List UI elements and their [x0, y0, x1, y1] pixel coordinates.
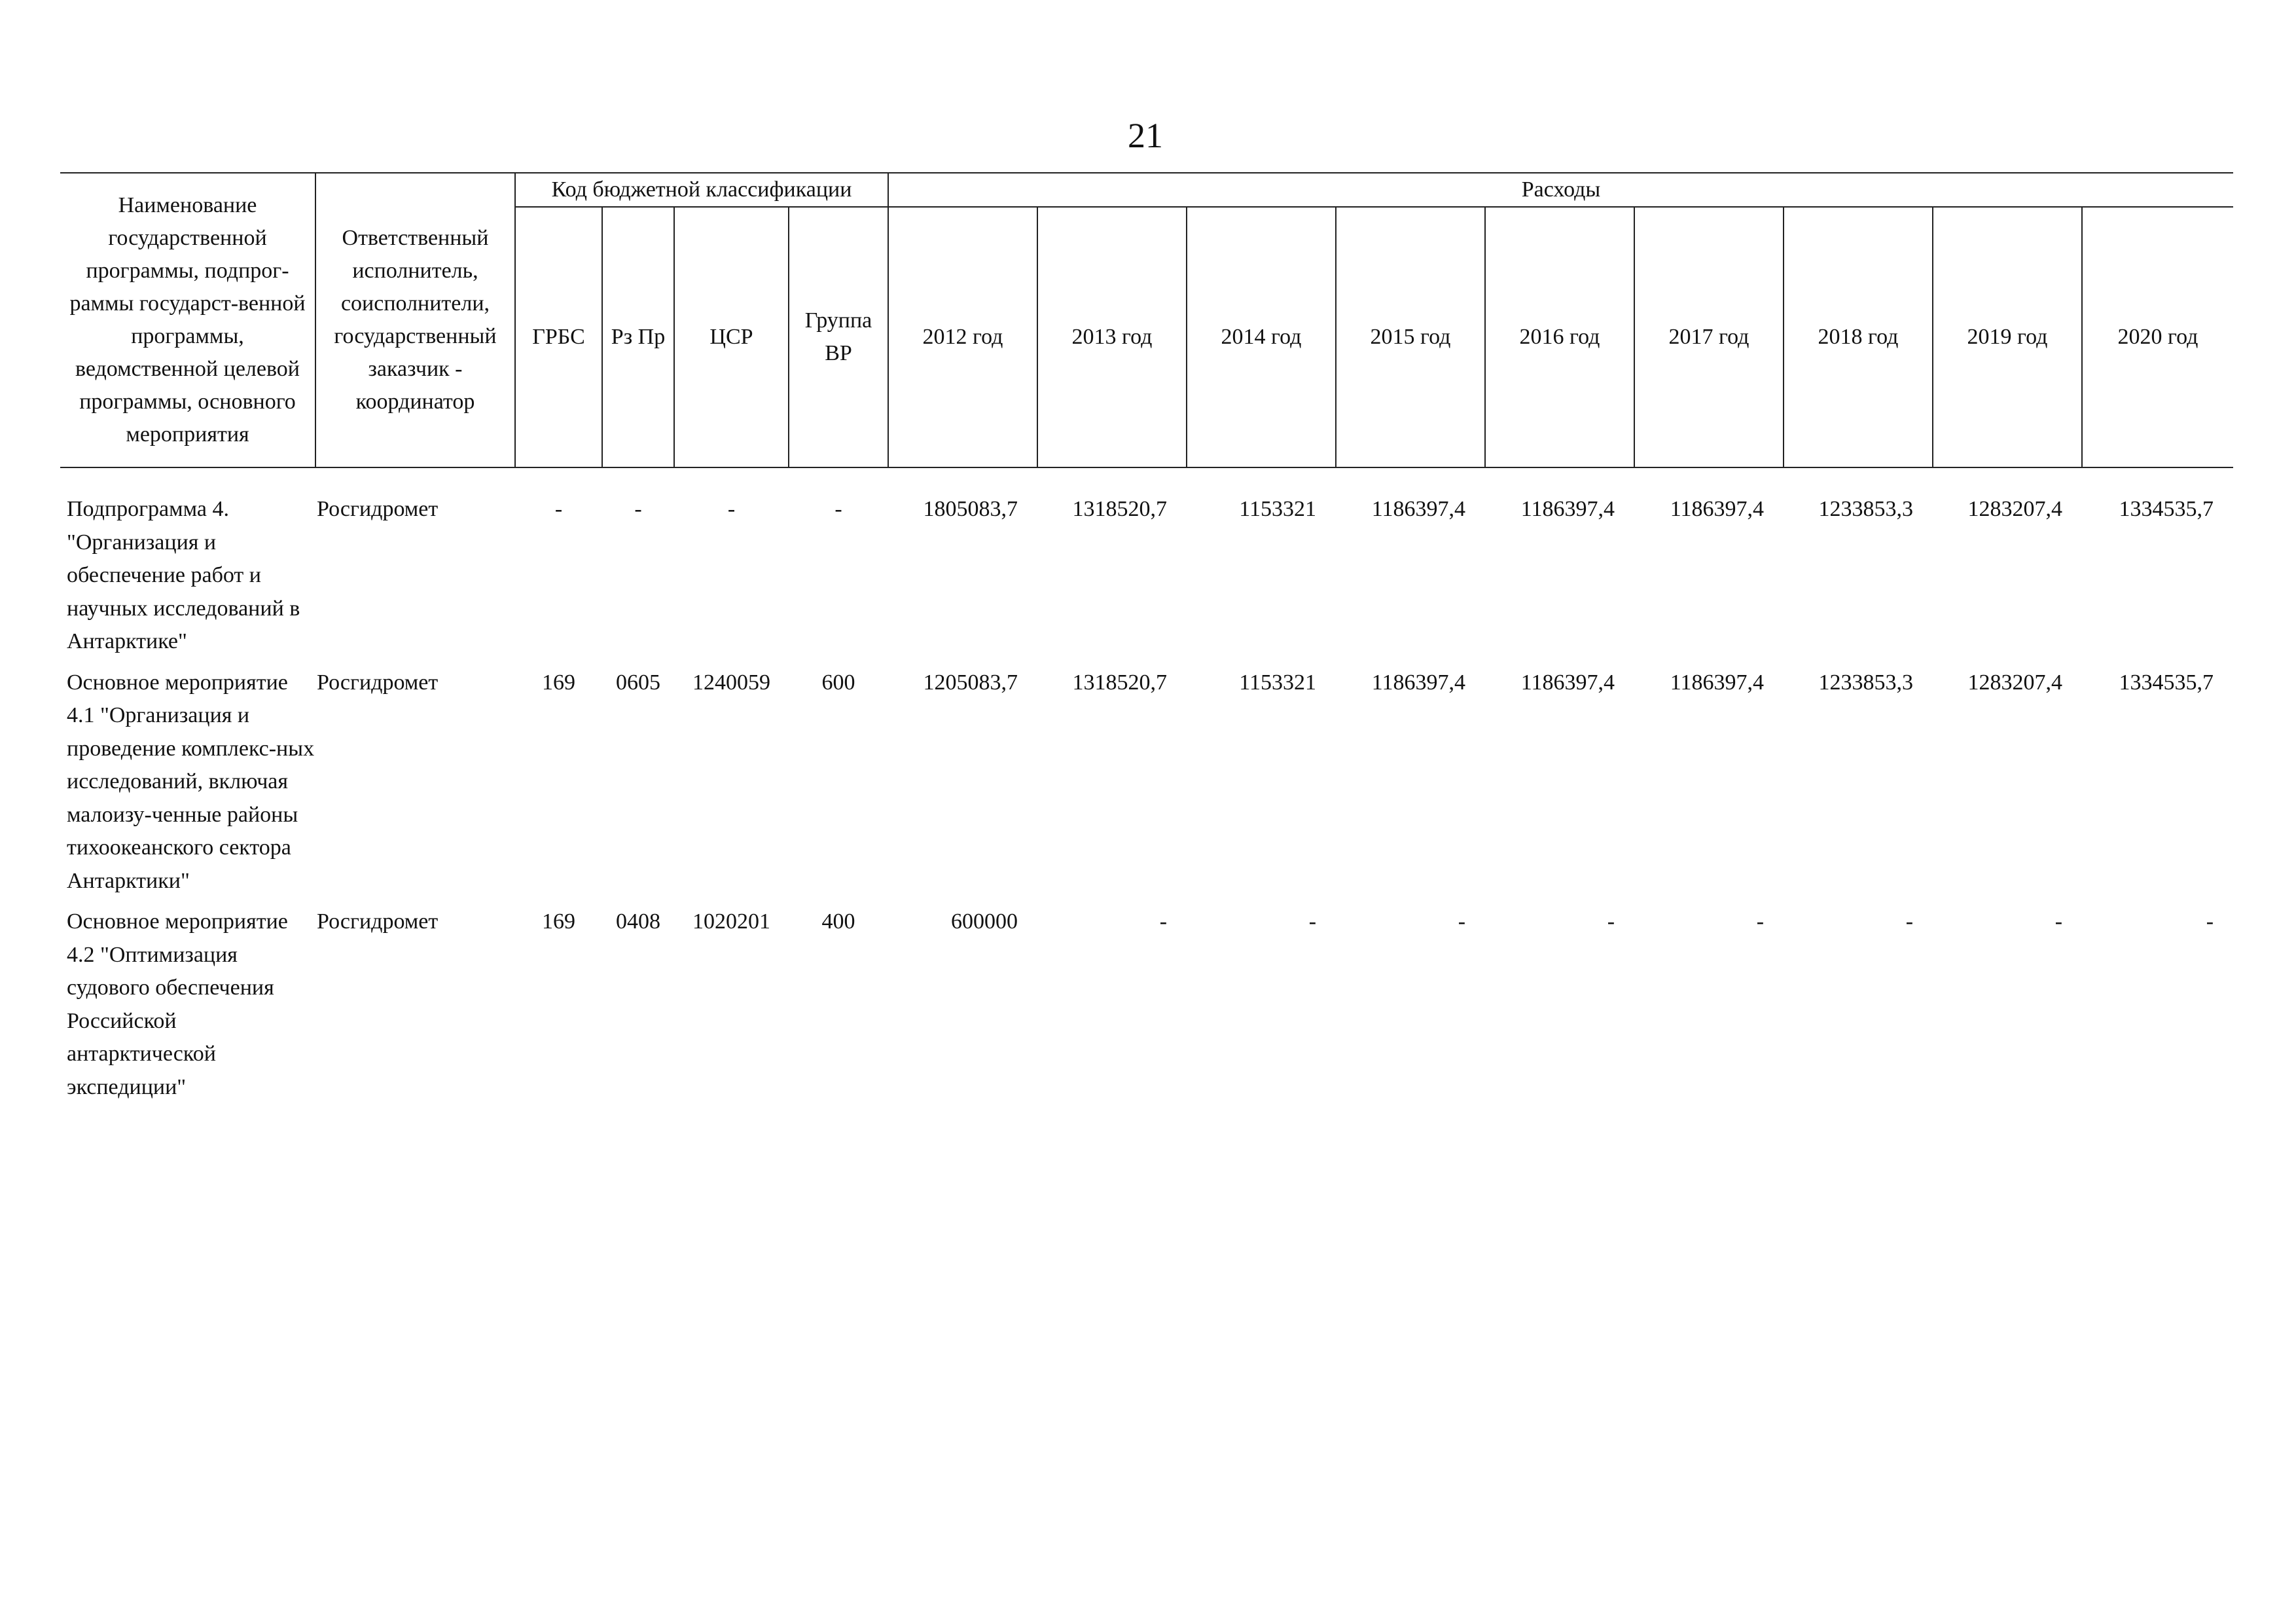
header-year-2019: 2019 год — [1933, 207, 2082, 467]
row-value-2015: 1186397,4 — [1371, 670, 1466, 695]
page-number: 21 — [1128, 116, 1163, 155]
row-value-2019: - — [2054, 909, 2063, 934]
row-vr: 400 — [821, 909, 855, 934]
header-name: Наименование государственной программы, подпрог-раммы государст-венной программы, ведомственной целевой программы, основного мероприятия — [60, 173, 315, 467]
row-value-2014: - — [1308, 909, 1317, 934]
row-value-2013: 1318520,7 — [1072, 497, 1168, 521]
row-value-2013: 1318520,7 — [1072, 670, 1168, 695]
row-value-2012: 1205083,7 — [923, 670, 1018, 695]
row-executor: Росгидромет — [317, 497, 439, 521]
header-year-2020: 2020 год — [2082, 207, 2233, 467]
header-rzpr: Рз Пр — [602, 207, 674, 467]
row-executor: Росгидромет — [317, 670, 439, 695]
row-name: Основное мероприятие 4.1 "Организация и проведение комплекс-ных исследований, включая малоизу-ченные районы тихоокеанского сектора Антарктики" — [67, 670, 315, 893]
row-csr: 1020201 — [692, 909, 770, 934]
header-year-2017: 2017 год — [1634, 207, 1784, 467]
row-value-2020: 1334535,7 — [2119, 670, 2214, 695]
table-row — [60, 666, 2233, 906]
row-value-2017: - — [1756, 909, 1765, 934]
row-value-2019: 1283207,4 — [1967, 497, 2063, 521]
row-value-2018: - — [1905, 909, 1914, 934]
row-value-2017: 1186397,4 — [1670, 497, 1765, 521]
row-grbs: 169 — [542, 670, 575, 695]
row-rzpr: 0408 — [616, 909, 660, 934]
row-rzpr: - — [634, 497, 642, 521]
spacer-cell — [60, 467, 2233, 493]
row-value-2013: - — [1159, 909, 1168, 934]
row-value-2016: 1186397,4 — [1520, 670, 1615, 695]
header-year-2018: 2018 год — [1784, 207, 1933, 467]
row-vr: 600 — [821, 670, 855, 695]
row-csr: 1240059 — [692, 670, 770, 695]
row-name: Основное мероприятие 4.2 "Оптимизация судового обеспечения Российской антарктической экспедиции" — [67, 909, 288, 1099]
table-row — [60, 905, 2233, 1112]
header-vr: Группа ВР — [789, 207, 888, 467]
header-grbs: ГРБС — [515, 207, 602, 467]
header-year-2016: 2016 год — [1485, 207, 1634, 467]
row-value-2012: 600000 — [951, 909, 1018, 934]
header-year-2012: 2012 год — [888, 207, 1037, 467]
expenses-table — [60, 172, 2233, 1112]
row-value-2019: 1283207,4 — [1967, 670, 2063, 695]
row-value-2016: 1186397,4 — [1520, 497, 1615, 521]
row-value-2020: 1334535,7 — [2119, 497, 2214, 521]
header-year-2015: 2015 год — [1336, 207, 1485, 467]
row-value-2012: 1805083,7 — [923, 497, 1018, 521]
header-executor: Ответственный исполнитель, соисполнители, государственный заказчик - координатор — [315, 173, 515, 467]
header-year-2014: 2014 год — [1187, 207, 1336, 467]
table-header-row — [60, 173, 2233, 207]
spacer-row — [60, 467, 2233, 493]
row-vr: - — [834, 497, 842, 521]
row-value-2017: 1186397,4 — [1670, 670, 1765, 695]
row-grbs: - — [554, 497, 563, 521]
header-csr: ЦСР — [674, 207, 789, 467]
row-value-2018: 1233853,3 — [1818, 497, 1914, 521]
row-value-2015: - — [1458, 909, 1466, 934]
table-row — [60, 493, 2233, 666]
row-value-2016: - — [1607, 909, 1615, 934]
row-value-2018: 1233853,3 — [1818, 670, 1914, 695]
row-grbs: 169 — [542, 909, 575, 934]
row-rzpr: 0605 — [616, 670, 660, 695]
header-budget-code: Код бюджетной классификации — [515, 173, 888, 207]
header-expenses: Расходы — [888, 173, 2233, 207]
row-value-2014: 1153321 — [1239, 497, 1317, 521]
row-value-2020: - — [2206, 909, 2214, 934]
row-value-2015: 1186397,4 — [1371, 497, 1466, 521]
row-csr: - — [727, 497, 736, 521]
row-name: Подпрограмма 4. "Организация и обеспечение работ и научных исследований в Антарктике" — [67, 497, 300, 653]
header-year-2013: 2013 год — [1037, 207, 1187, 467]
row-executor: Росгидромет — [317, 909, 439, 934]
row-value-2014: 1153321 — [1239, 670, 1317, 695]
